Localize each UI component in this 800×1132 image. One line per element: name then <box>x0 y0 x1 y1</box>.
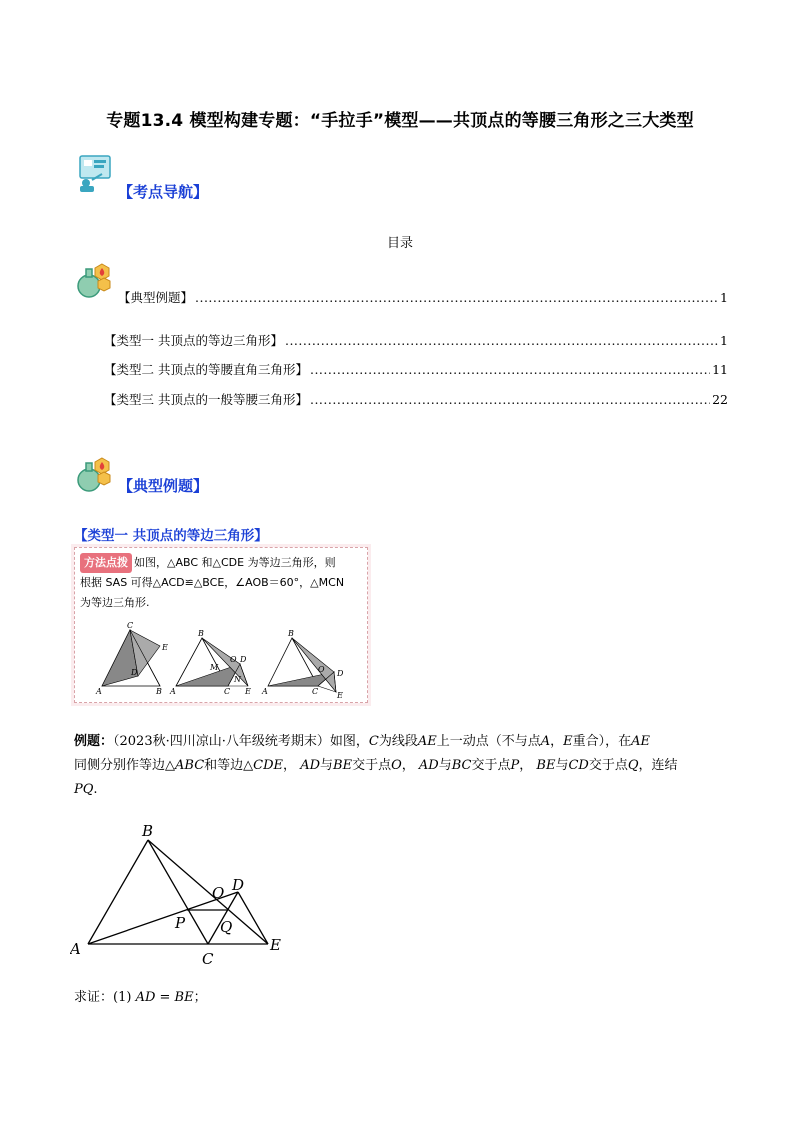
toc-entry-label: 【类型三 共顶点的一般等腰三角形】 <box>104 392 308 407</box>
method-text <box>80 553 362 613</box>
segment-DE <box>238 892 268 944</box>
mini-label: A <box>96 687 102 696</box>
method-line2: 根据 SAS 可得△ACD≌△BCE，∠AOB＝60°，△MCN <box>80 576 345 589</box>
segment-AB <box>88 840 148 944</box>
toc-entry-page: 1 <box>720 333 728 348</box>
example-line2: 同侧分别作等边△ABC和等边△CDE， AD与BE交于点O， AD与BC交于点P， BE与CD交于点Q，连结 <box>74 758 678 773</box>
mini-label: O <box>230 655 237 664</box>
mini-label: C <box>224 687 231 696</box>
toc-entry[interactable] <box>104 360 728 378</box>
mini-label: E <box>337 691 343 700</box>
toc-entry[interactable] <box>104 390 728 408</box>
mini-label: B <box>198 629 204 638</box>
toc-entry[interactable] <box>118 288 728 306</box>
mini-label: C <box>312 687 319 696</box>
nav-section-heading: 【考点导航】 <box>118 183 209 201</box>
toc-entry-label: 【类型一 共顶点的等边三角形】 <box>104 333 283 348</box>
page-title: 专题13.4 模型构建专题：“手拉手”模型——共顶点的等腰三角形之三大类型 <box>106 111 694 131</box>
example-paragraph <box>74 730 734 802</box>
toc-entry-page: 11 <box>712 362 728 377</box>
flask-icon <box>74 260 114 300</box>
point-label-P: P <box>175 914 186 932</box>
mini-label: B <box>156 687 162 696</box>
toc-entry-label: 【典型例题】 <box>118 290 194 305</box>
toc-entry-page: 22 <box>712 392 728 407</box>
method-line3: 为等边三角形. <box>80 596 150 609</box>
mini-label: M <box>210 663 219 672</box>
mini-figure-3 <box>261 629 344 700</box>
point-label-B: B <box>142 822 154 840</box>
method-line1: 如图，△ABC 和△CDE 为等边三角形，则 <box>134 556 336 569</box>
point-label-E: E <box>270 936 281 954</box>
point-label-Q: Q <box>220 918 233 936</box>
toc-entry-page: 1 <box>720 290 728 305</box>
toc-leader <box>195 290 718 305</box>
toc-leader <box>310 362 710 377</box>
mini-label: D <box>337 669 344 678</box>
mini-label: E <box>162 643 168 652</box>
toc-heading: 目录 <box>386 236 413 251</box>
example-line3: PQ. <box>74 782 98 797</box>
mini-label: O <box>318 665 325 674</box>
flask-icon <box>74 454 114 494</box>
toc-leader <box>285 333 718 348</box>
toc-leader <box>310 392 710 407</box>
mini-label: D <box>240 655 247 664</box>
method-figures <box>90 620 360 700</box>
examples-section-heading: 【典型例题】 <box>118 477 209 495</box>
point-label-O: O <box>212 884 225 902</box>
type1-heading: 【类型一 共顶点的等边三角形】 <box>74 528 268 544</box>
geometry-figure <box>70 820 300 970</box>
point-label-D: D <box>232 876 245 894</box>
mini-figure-1 <box>95 621 168 696</box>
toc-entry-label: 【类型二 共顶点的等腰直角三角形】 <box>104 362 308 377</box>
example-label: 例题： <box>74 734 114 749</box>
mini-label: B <box>288 629 294 638</box>
mini-label: A <box>170 687 176 696</box>
prove-line: 求证：(1) AD = BE； <box>74 990 207 1005</box>
point-label-C: C <box>202 950 214 968</box>
mini-label: N <box>234 675 241 684</box>
toc-entry[interactable] <box>104 331 728 349</box>
segment-BE <box>148 840 268 944</box>
mini-label: A <box>262 687 268 696</box>
teacher-icon <box>74 150 118 194</box>
mini-figure-2 <box>169 629 251 696</box>
example-line1: 例题：（2023秋·四川凉山·八年级统考期末）如图，C为线段AE上一动点（不与点A，E重合），在AE <box>74 734 651 749</box>
point-label-A: A <box>70 940 81 958</box>
mini-label: E <box>245 687 251 696</box>
mini-label: C <box>127 621 134 630</box>
method-tag: 方法点拨 <box>80 553 132 573</box>
mini-label: D <box>131 668 138 677</box>
